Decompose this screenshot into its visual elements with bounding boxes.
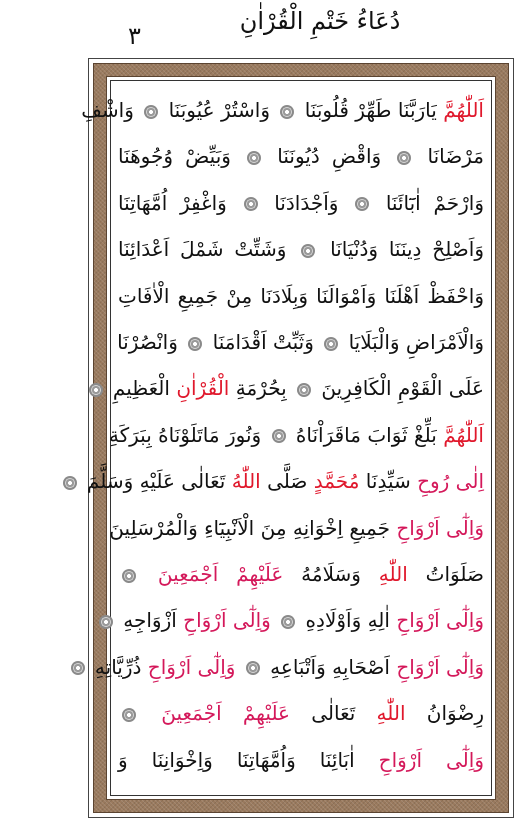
text-segment: وَاحْفَظْ اَهْلَنَا وَاَمْوَالَنَا وَبِلَادَنَا مِنْ جَمِيعِ الْاٰفَاتِ	[118, 283, 484, 308]
highlighted-word: اللّٰهِ	[376, 701, 406, 726]
text-line	[118, 598, 484, 642]
ayah-separator-icon	[272, 429, 286, 443]
text-line	[108, 413, 484, 457]
text-segment: وَشَتِّتْ شَمْلَ اَعْدَائِنَا	[118, 237, 298, 262]
ayah-separator-icon	[99, 615, 113, 629]
highlighted-word: اَللّٰهُمَّ	[443, 422, 484, 447]
text-segment	[140, 701, 161, 725]
text-segment: يَارَبَّنَا طَهِّرْ قُلُوبَنَا	[298, 98, 444, 122]
text-segment: وَانْصُرْنَا	[117, 330, 185, 354]
text-segment: جَمِيعِ اِخْوَانِهِ مِنَ الْاَنْبِيَٓاءِ وَالْمُرْسَلِينَ	[109, 515, 397, 540]
highlighted-word: وَاِلٰٓى اَرْوَاحِ	[183, 608, 271, 633]
text-segment: رِضْوَانُ	[405, 701, 484, 726]
text-segment: بَلِّغْ ثَوَابَ مَاقَرَاْنَاهُ	[289, 422, 444, 447]
highlighted-word: مُحَمَّدٍ	[313, 469, 360, 494]
ayah-separator-icon	[247, 151, 261, 165]
text-segment: تَعَالٰى	[290, 701, 377, 726]
ayah-separator-icon	[297, 383, 311, 397]
highlighted-word: عَلَيْهِمْ اَجْمَعِينَ	[161, 701, 290, 726]
highlighted-word: عَلَيْهِمْ اَجْمَعِينَ	[157, 562, 284, 586]
text-line	[118, 691, 484, 735]
text-line	[109, 506, 484, 550]
ayah-separator-icon	[281, 615, 295, 629]
text-segment: وَنُورَ مَاتَلَوْنَاهُ بِبَرَكَةِ	[108, 422, 268, 447]
text-segment: سَيِّدِنَا	[359, 469, 418, 494]
ayah-separator-icon	[89, 383, 103, 397]
highlighted-word: اللّٰهُ	[231, 469, 261, 494]
text-segment: وَاغْفِرْ اُمَّهَاتِنَا	[118, 190, 240, 215]
page-title: دُعَاءُ خَتْمِ الْقُرْاٰنِ	[239, 7, 401, 35]
page-header	[0, 0, 518, 58]
text-line	[88, 645, 484, 689]
text-segment: مَرْضَانَا	[415, 144, 484, 169]
text-line	[106, 366, 484, 410]
page-number: ٣	[128, 22, 141, 50]
text-line	[118, 134, 484, 178]
text-segment: اَصْحَابِهِ وَاَتْبَاعِهِ	[263, 654, 397, 679]
text-segment: وَثَبِّتْ اَقْدَامَنَا	[206, 330, 321, 354]
ayah-separator-icon	[122, 569, 136, 583]
text-line	[118, 552, 484, 596]
text-segment: وَاسْتُرْ عُيُوبَنَا	[162, 98, 277, 122]
text-segment: صَلَوَاتُ	[407, 562, 484, 586]
highlighted-word: وَاِلٰٓى اَرْوَاحِ	[396, 608, 484, 633]
ayah-separator-icon	[188, 337, 202, 351]
highlighted-word: وَاِلٰٓى اَرْوَاحِ	[147, 654, 236, 679]
ayah-separator-icon	[324, 337, 338, 351]
ayah-separator-icon	[397, 151, 411, 165]
highlighted-word: اَللّٰهُمَّ	[443, 98, 484, 122]
text-segment: اٰلِهِ وَاَوْلَادِهِ	[299, 608, 397, 633]
text-line	[118, 227, 484, 271]
highlighted-word: اِلٰى رُوحِ	[417, 469, 484, 494]
text-line	[118, 181, 484, 225]
text-segment: وَالْاَمْرَاضِ وَالْبَلَايَا	[342, 330, 484, 354]
highlighted-word: وَاِلٰٓى اَرْوَاحِ	[396, 654, 484, 679]
text-segment: وَبَيِّضْ وُجُوهَنَا	[118, 144, 244, 169]
ayah-separator-icon	[71, 661, 85, 675]
highlighted-word: وَاِلٰٓى اَرْوَاحِ	[396, 515, 484, 540]
text-segment: وَاَجْدَادَنَا	[261, 190, 352, 215]
text-segment: بِحُرْمَةِ	[229, 376, 294, 401]
text-segment	[235, 655, 241, 679]
highlighted-word: اللّٰهِ	[378, 562, 408, 586]
text-segment: تَعَالٰى عَلَيْهِ وَسَلَّمَ	[80, 469, 232, 494]
text-segment: اٰبَائِنَا وَاُمَّهَاتِنَا وَاِخْوَانِنَا وَ	[118, 747, 379, 772]
text-line	[81, 88, 484, 132]
text-segment	[271, 608, 277, 632]
ayah-separator-icon	[144, 105, 158, 119]
text-segment: صَلَّى	[260, 469, 314, 494]
text-segment: وَاقْضِ دُيُونَنَا	[265, 144, 394, 169]
highlighted-word: الْقُرْاٰنِ	[176, 376, 230, 401]
prayer-text-body	[80, 88, 485, 788]
text-segment: عَلَى الْقَوْمِ الْكَافِرِينَ	[315, 376, 484, 401]
ayah-separator-icon	[244, 197, 258, 211]
text-line	[118, 274, 484, 318]
ayah-separator-icon	[122, 708, 136, 722]
ayah-separator-icon	[301, 244, 315, 258]
ayah-separator-icon	[63, 476, 77, 490]
ayah-separator-icon	[280, 105, 294, 119]
ayah-separator-icon	[355, 197, 369, 211]
text-segment: الْعَظِيمِ	[106, 376, 177, 401]
text-segment: وَاشْفِ	[81, 98, 141, 122]
text-segment: اَزْوَاجِهِ	[116, 608, 184, 633]
text-line	[118, 320, 484, 364]
text-segment: ذُرِّيَّاتِهِ	[88, 654, 148, 679]
highlighted-word: وَاِلٰٓى اَرْوَاحِ	[378, 747, 484, 772]
ayah-separator-icon	[246, 661, 260, 675]
text-segment: وَاَصْلِحْ دِينَنَا وَدُنْيَانَا	[319, 237, 485, 262]
text-line	[80, 459, 484, 503]
text-segment: وَارْحَمْ اٰبَٓائَنَا	[373, 190, 484, 215]
text-segment: وَسَلَامُهُ	[283, 562, 379, 586]
text-segment	[140, 562, 158, 586]
text-line	[118, 738, 484, 782]
